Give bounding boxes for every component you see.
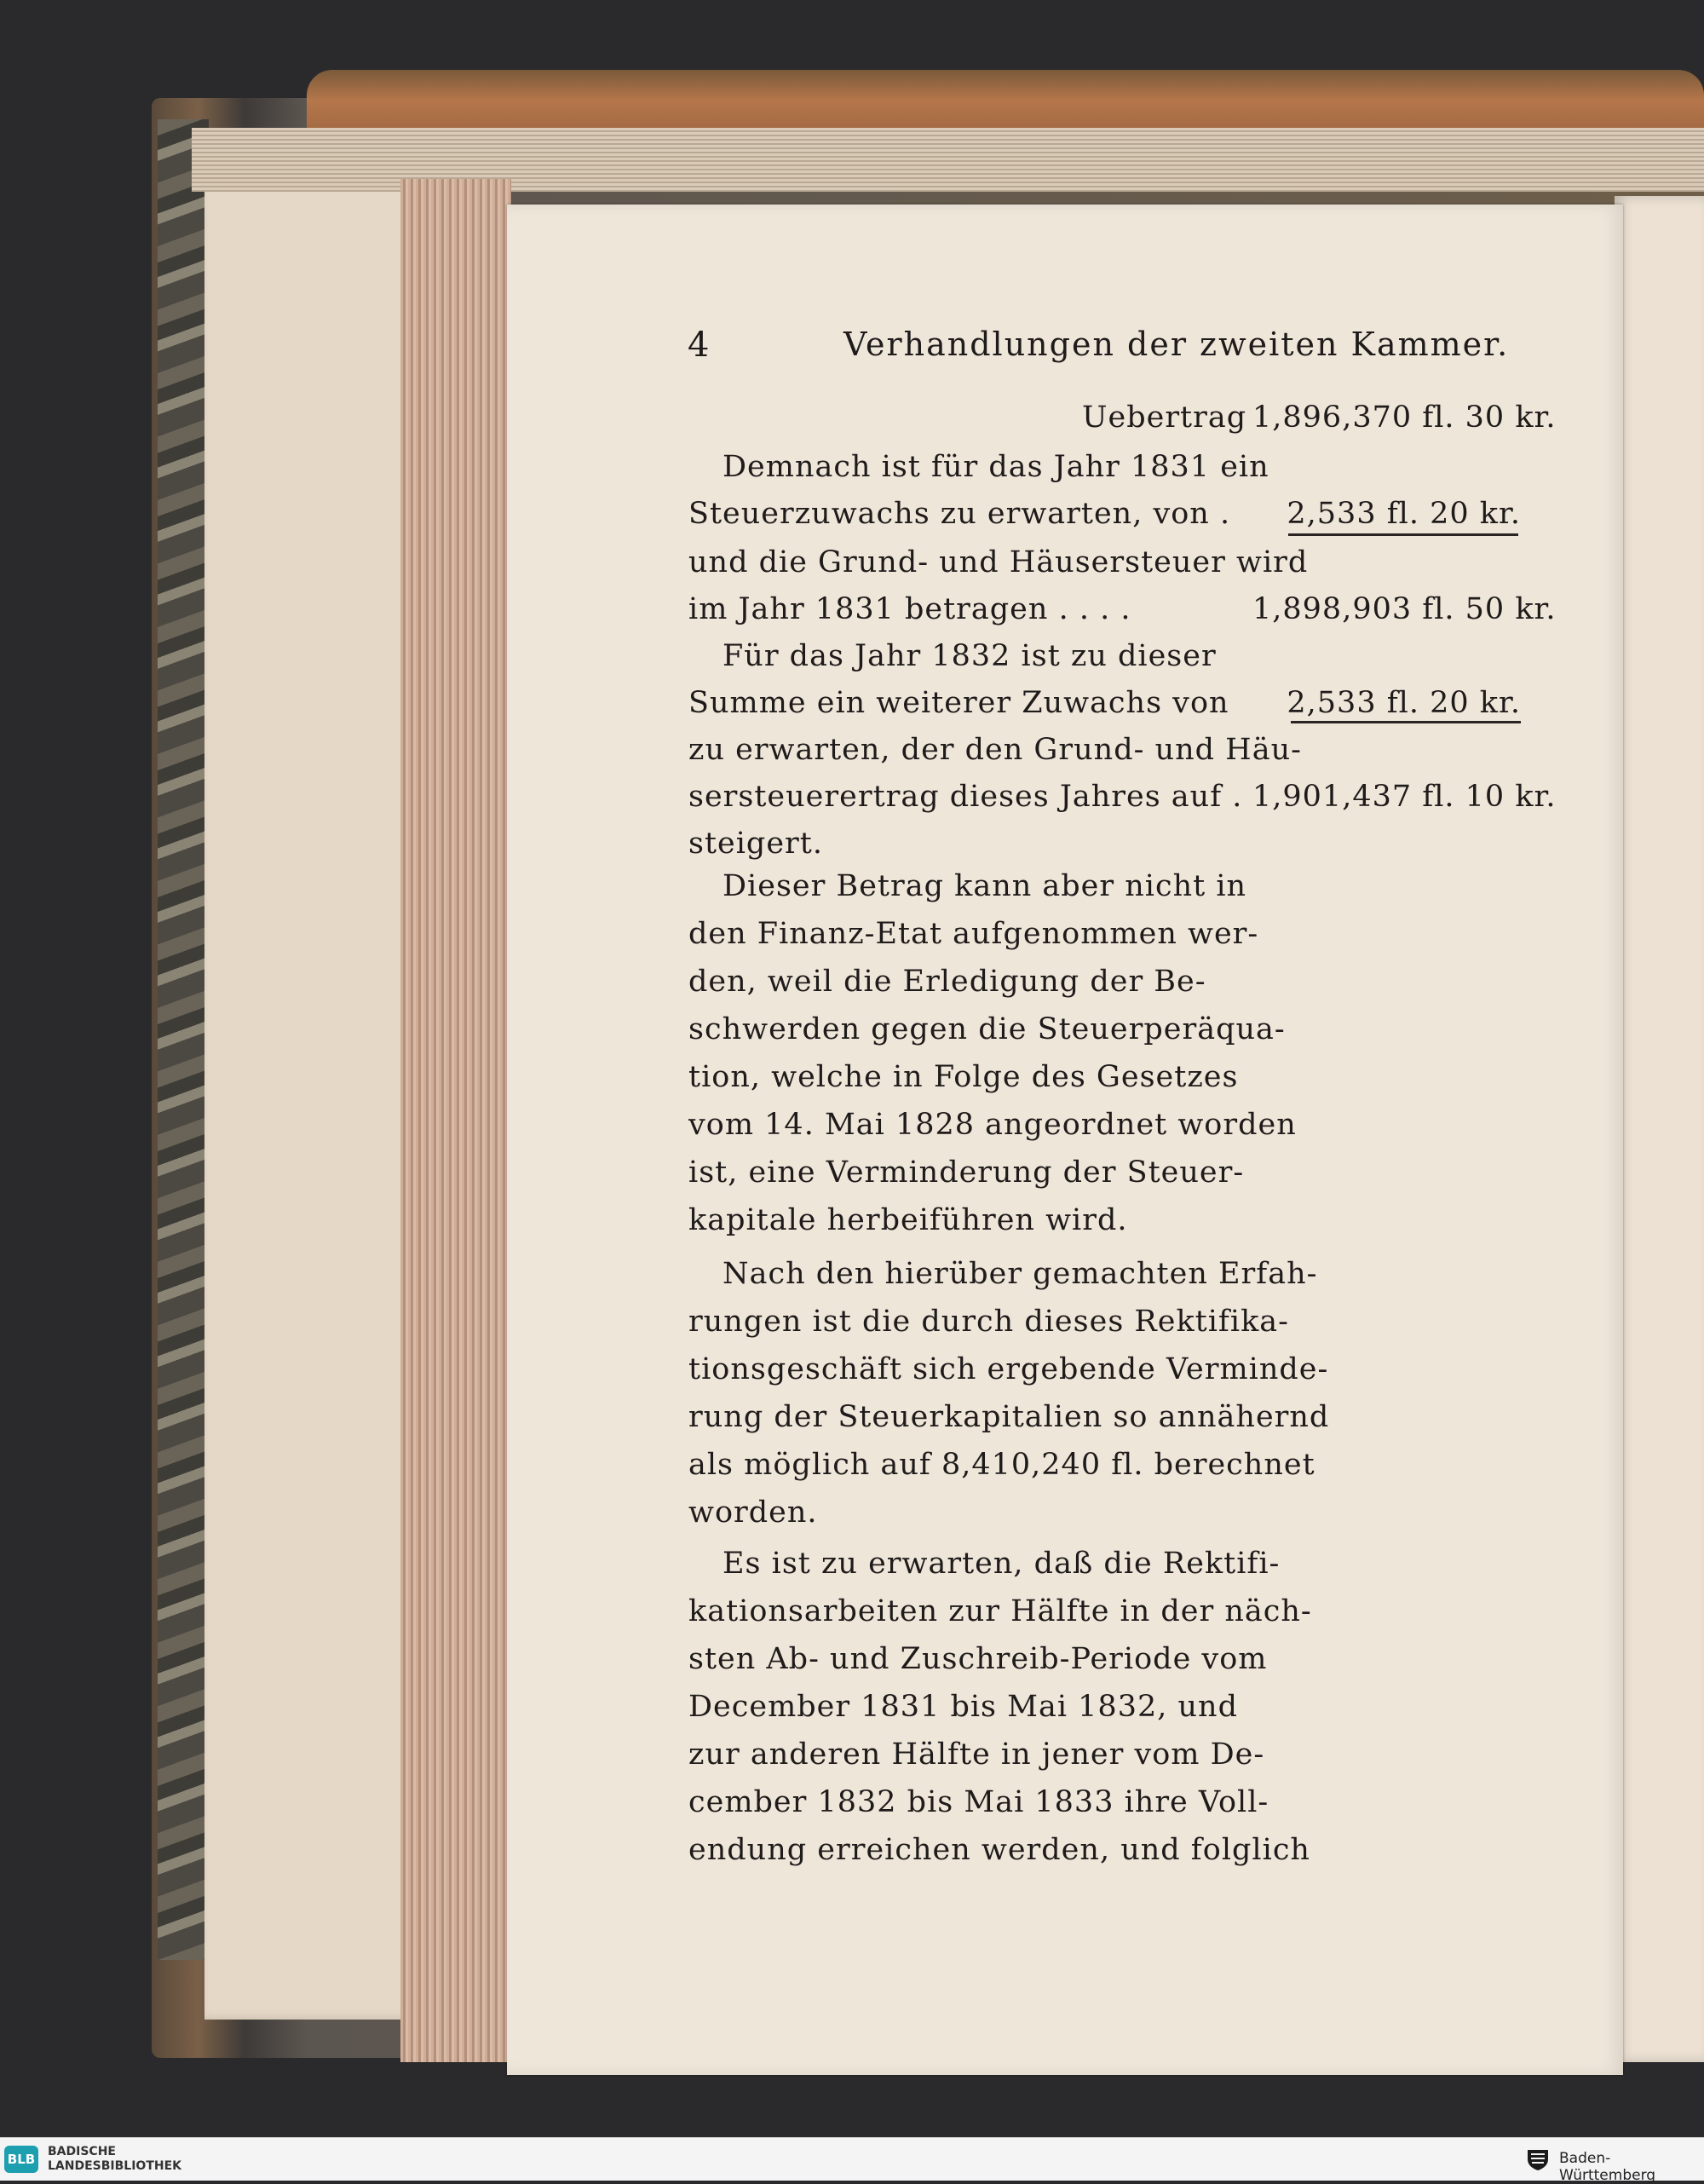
- paragraph-line: sten Ab- und Zuschreib-Periode vom: [688, 1642, 1268, 1676]
- amount-line: 2,533 fl. 20 kr.: [1287, 686, 1521, 720]
- paragraph-line: den, weil die Erledigung der Be-: [688, 965, 1206, 999]
- paragraph-line: kapitale herbeiführen wird.: [688, 1203, 1128, 1237]
- paragraph-line: cember 1832 bis Mai 1833 ihre Voll-: [688, 1785, 1269, 1819]
- library-name: [48, 2145, 218, 2174]
- state-label: Baden-Württemberg: [1559, 2150, 1656, 2184]
- paragraph-line: ist, eine Verminderung der Steuer-: [688, 1155, 1245, 1190]
- amount-line: 2,533 fl. 20 kr.: [1287, 497, 1521, 531]
- sum-underline: [1291, 721, 1521, 723]
- page-edges: [400, 179, 511, 2062]
- text-line: sersteuerertrag dieses Jahres auf .: [688, 780, 1243, 814]
- text-line: zu erwarten, der den Grund- und Häu-: [688, 733, 1302, 767]
- paragraph-line: kationsarbeiten zur Hälfte in der näch-: [688, 1594, 1312, 1628]
- text-line: im Jahr 1831 betragen . . . .: [688, 592, 1131, 626]
- page-number: 4: [688, 326, 711, 365]
- coat-of-arms-icon: [1525, 2147, 1551, 2171]
- library-name-line1: BADISCHE: [48, 2145, 116, 2158]
- paragraph-line: vom 14. Mai 1828 angeordnet worden: [688, 1108, 1297, 1142]
- paragraph-line: Dieser Betrag kann aber nicht in: [722, 869, 1247, 903]
- text-line: und die Grund- und Häusersteuer wird: [688, 545, 1309, 579]
- back-page: [204, 145, 417, 2020]
- text-line: steigert.: [688, 827, 823, 861]
- paragraph-line: schwerden gegen die Steuerperäqua-: [688, 1012, 1286, 1046]
- library-name-line2: LANDESBIBLIOTHEK: [48, 2159, 182, 2173]
- footer-bar: [0, 2137, 1704, 2184]
- text-line: Demnach ist für das Jahr 1831 ein: [722, 450, 1269, 484]
- carryover-label: Uebertrag: [1082, 400, 1247, 435]
- paragraph-line: tionsgeschäft sich ergebende Verminde-: [688, 1352, 1329, 1386]
- text-line: Für das Jahr 1832 ist zu dieser: [722, 639, 1217, 673]
- paragraph-line: December 1831 bis Mai 1832, und: [688, 1690, 1238, 1724]
- paragraph-line: zur anderen Hälfte in jener vom De-: [688, 1737, 1265, 1772]
- text-line: Steuerzuwachs zu erwarten, von .: [688, 497, 1231, 531]
- paragraph-line: rungen ist die durch dieses Rektifika-: [688, 1305, 1289, 1339]
- paragraph-line: endung erreichen werden, und folglich: [688, 1833, 1310, 1867]
- running-head: Verhandlungen der zweiten Kammer.: [843, 326, 1510, 363]
- carryover-amount: 1,896,370 fl. 30 kr.: [1252, 400, 1557, 435]
- paragraph-line: den Finanz-Etat aufgenommen wer-: [688, 917, 1259, 951]
- sum-underline: [1288, 533, 1518, 536]
- paragraph-line: rung der Steuerkapitalien so annähernd: [688, 1400, 1330, 1434]
- text-line: Summe ein weiterer Zuwachs von: [688, 686, 1229, 720]
- paragraph-line: Nach den hierüber gemachten Erfah-: [722, 1257, 1318, 1291]
- amount-line: 1,898,903 fl. 50 kr.: [1252, 592, 1557, 626]
- blb-logo-icon: BLB: [4, 2146, 38, 2173]
- paragraph-line: tion, welche in Folge des Gesetzes: [688, 1060, 1239, 1094]
- marbled-cover-edge: [158, 119, 209, 1960]
- paragraph-line: als möglich auf 8,410,240 fl. berechnet: [688, 1448, 1315, 1482]
- amount-line: 1,901,437 fl. 10 kr.: [1252, 780, 1557, 814]
- facing-page-edge: [1615, 196, 1704, 2062]
- paragraph-line: worden.: [688, 1495, 818, 1530]
- paragraph-line: Es ist zu erwarten, daß die Rektifi-: [722, 1547, 1281, 1581]
